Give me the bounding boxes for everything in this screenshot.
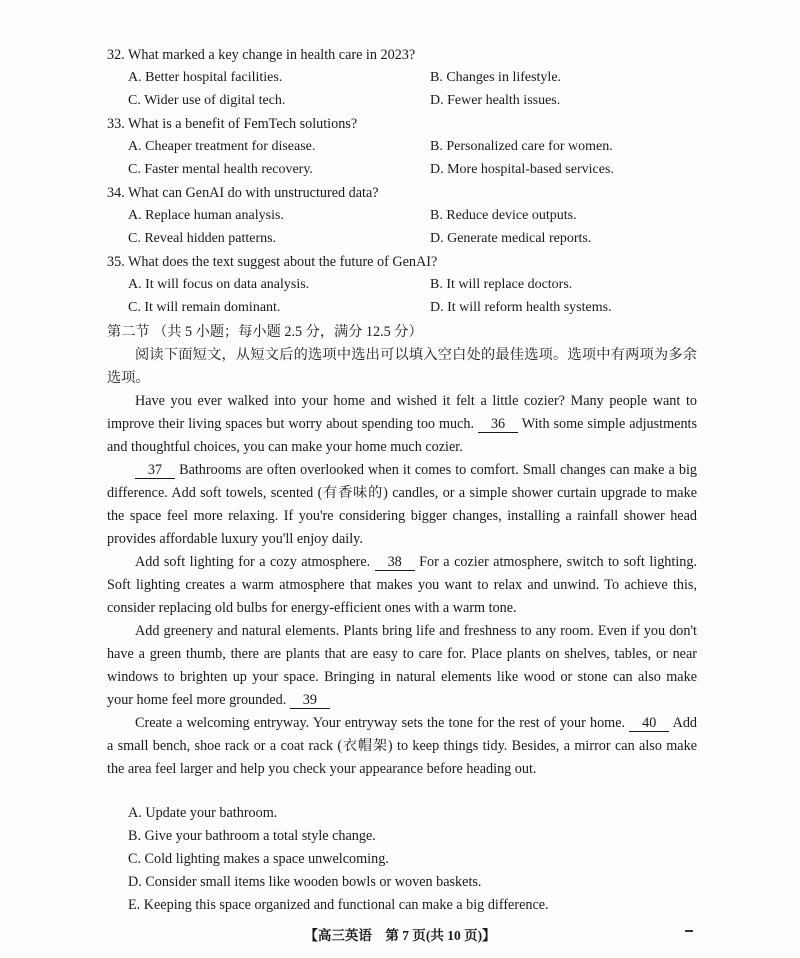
question-32-option-b: B. Changes in lifestyle. xyxy=(430,70,562,85)
blank-40: 40 xyxy=(629,715,669,732)
question-35-option-a: A. It will focus on data analysis. xyxy=(128,277,310,292)
question-33-option-c: C. Faster mental health recovery. xyxy=(128,162,313,177)
passage-paragraph-4 xyxy=(107,620,697,712)
corner-mark xyxy=(685,930,693,932)
paragraph-1-text-a: Have you ever walked into your home and wished it felt a little cozier? Many people want to improve their living spaces but worry about spending too much. xyxy=(107,393,697,432)
choice-d: D. Consider small items like wooden bowls or woven baskets. xyxy=(128,874,482,890)
question-34-option-d: D. Generate medical reports. xyxy=(430,231,592,246)
passage-paragraph-5 xyxy=(107,712,697,781)
choice-c: C. Cold lighting makes a space unwelcoming. xyxy=(128,851,389,867)
question-34-option-b: B. Reduce device outputs. xyxy=(430,208,577,223)
choice-a: A. Update your bathroom. xyxy=(128,805,278,821)
paragraph-5-text-b: Add a small bench, shoe rack or a coat rack (衣帽架) to keep things tidy. Besides, a mirror can also make the area feel larger and help you check your appearance before heading out. xyxy=(107,715,698,777)
question-32-option-c: C. Wider use of digital tech. xyxy=(128,93,286,108)
paragraph-1-text-b: With some simple adjustments and thoughtful choices, you can make your home much cozier. xyxy=(107,416,698,455)
question-33-option-d: D. More hospital-based services. xyxy=(430,162,614,177)
choice-b: B. Give your bathroom a total style change. xyxy=(128,828,376,844)
choice-e: E. Keeping this space organized and functional can make a big difference. xyxy=(128,897,549,913)
blank-37: 37 xyxy=(135,462,175,479)
section-2-instruction: 阅读下面短文，从短文后的选项中选出可以填入空白处的最佳选项。选项中有两项为多余选项。 xyxy=(107,347,697,386)
blank-39: 39 xyxy=(290,692,330,709)
passage-paragraph-2 xyxy=(107,459,697,551)
question-32-stem: 32. What marked a key change in health care in 2023? xyxy=(107,47,416,63)
question-32-option-a: A. Better hospital facilities. xyxy=(128,70,283,85)
passage-paragraph-3 xyxy=(107,551,697,620)
question-35-option-c: C. It will remain dominant. xyxy=(128,300,281,315)
passage-paragraph-1 xyxy=(107,390,697,459)
question-34-option-c: C. Reveal hidden patterns. xyxy=(128,231,277,246)
paragraph-3-text-a: Add soft lighting for a cozy atmosphere. xyxy=(135,554,371,570)
paragraph-4-text: Add greenery and natural elements. Plants bring life and freshness to any room. Even if you don't have a green thumb, there are plants that are easy to care for. Place plants on shelves, tables, or near windows to brighten up your space. Bringing in natural elements like wood or stone can also make your home feel more grounded. xyxy=(107,623,697,708)
question-34-option-a: A. Replace human analysis. xyxy=(128,208,284,223)
paragraph-3-text-b: For a cozier atmosphere, switch to soft lighting. Soft lighting creates a warm atmosphere that makes you want to relax and unwind. To achieve this, consider replacing old bulbs for energy-efficient ones with a warm tone. xyxy=(107,554,698,616)
question-34-stem: 34. What can GenAI do with unstructured data? xyxy=(107,185,379,201)
paragraph-2-text: Bathrooms are often overlooked when it comes to comfort. Small changes can make a big difference. Add soft towels, scented (有香味的) candles, or a simple shower curtain upgrade to make the space feel more relaxing. If you're considering bigger changes, installing a rainfall shower head provides affordable luxury you'll enjoy daily. xyxy=(107,462,698,547)
paragraph-5-text-a: Create a welcoming entryway. Your entryway sets the tone for the rest of your home. xyxy=(135,715,626,731)
question-33-stem: 33. What is a benefit of FemTech solutions? xyxy=(107,116,358,132)
blank-38: 38 xyxy=(375,554,415,571)
question-35-stem: 35. What does the text suggest about the future of GenAI? xyxy=(107,254,438,270)
question-35-option-b: B. It will replace doctors. xyxy=(430,277,573,292)
question-32-option-d: D. Fewer health issues. xyxy=(430,93,561,108)
section-2-heading: 第二节 （共 5 小题；每小题 2.5 分，满分 12.5 分） xyxy=(107,324,423,340)
question-33-option-a: A. Cheaper treatment for disease. xyxy=(128,139,316,154)
blank-36: 36 xyxy=(478,416,518,433)
question-35-option-d: D. It will reform health systems. xyxy=(430,300,612,315)
page-footer: 【高三英语 第 7 页(共 10 页)】 xyxy=(304,928,496,943)
question-33-option-b: B. Personalized care for women. xyxy=(430,139,613,154)
